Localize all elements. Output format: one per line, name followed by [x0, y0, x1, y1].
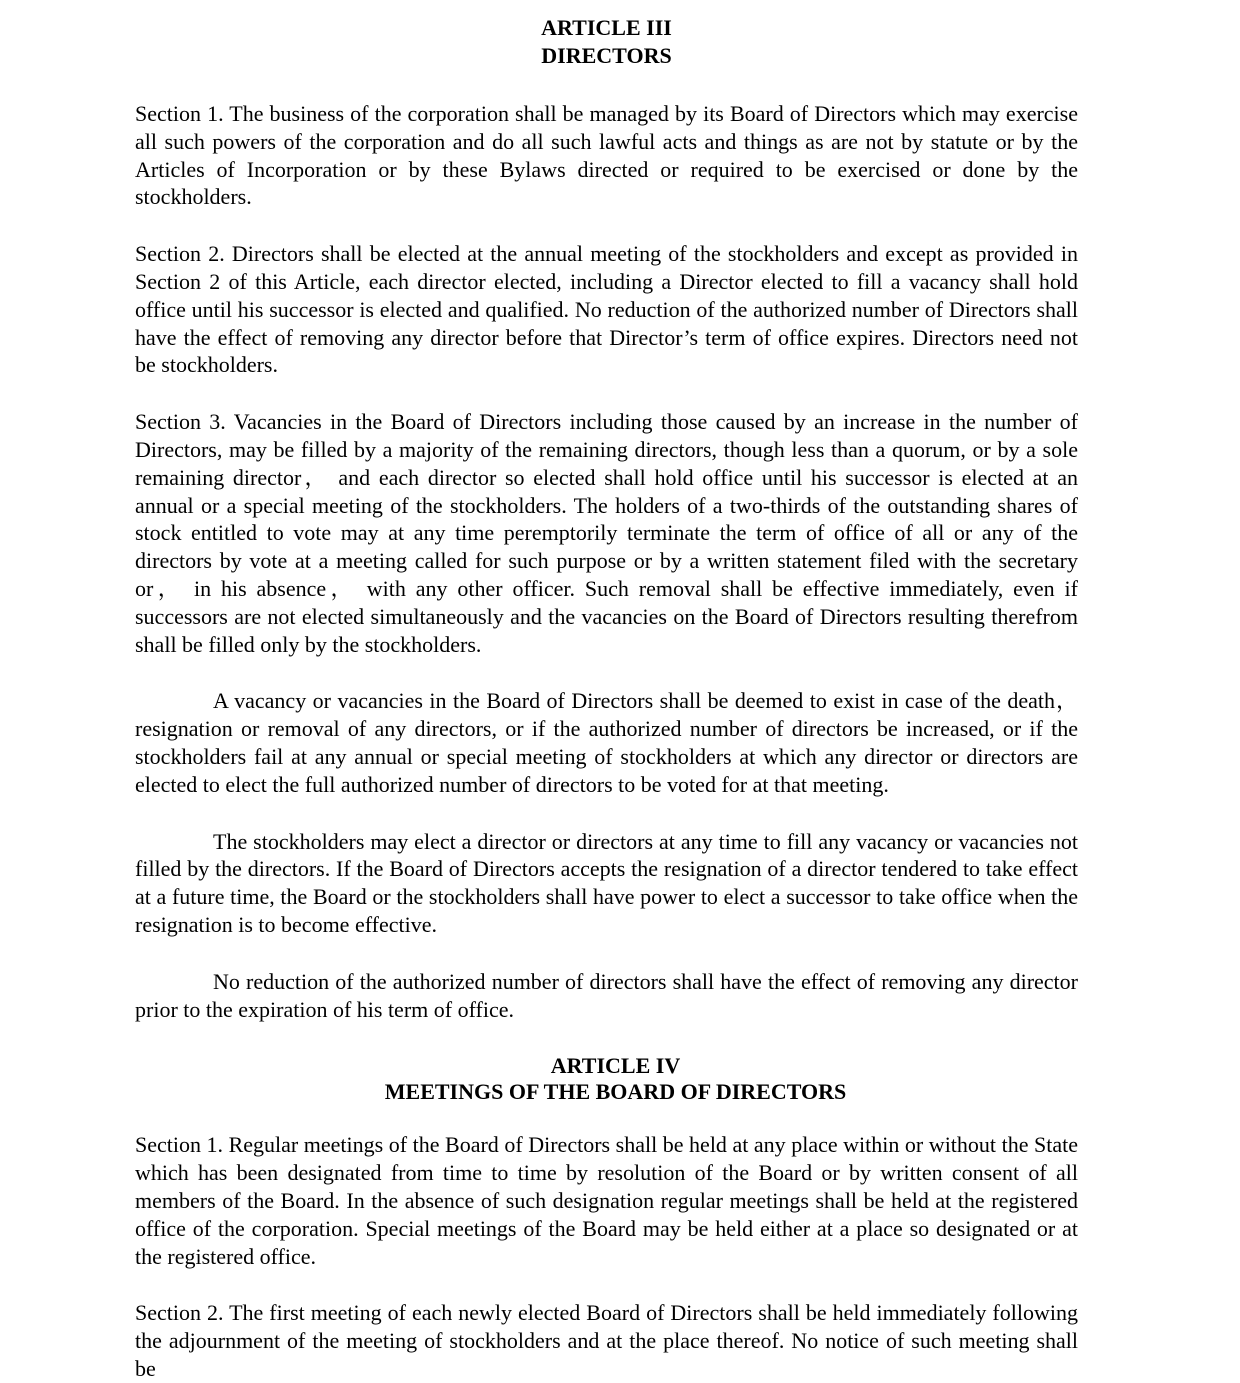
article-4-title: ARTICLE IV — [550, 1053, 681, 1079]
article-3-vacancy-paragraph: A vacancy or vacancies in the Board of Directors shall be deemed to exist in case of the death， resignation or removal of any directors, or if the authorized number of directors be increased, or if the stockholders fail at any annual or special meeting of stockholders at which any director or directors are elected to elect the full authorized number of directors to be voted for at that meeting. — [135, 688, 1078, 797]
article-3-heading — [135, 14, 1078, 70]
article-4-section-1: Section 1. Regular meetings of the Board of Directors shall be held at any place within or without the State which has been designated from time to time by resolution of the Board or by written consent of all members of the Board. In the absence of such designation regular meetings shall be held at the registered office of the corporation. Special meetings of the Board may be held either at a place so designated or at the registered office. — [135, 1132, 1078, 1269]
article-4-section-2: Section 2. The first meeting of each newly elected Board of Directors shall be held immediately following the adjournment of the meeting of stockholders and at the place thereof. No notice of such meeting shall be — [135, 1300, 1078, 1381]
article-3-subtitle: DIRECTORS — [541, 43, 672, 68]
article-3-section-2: Section 2. Directors shall be elected at the annual meeting of the stockholders and except as provided in Section 2 of this Article, each director elected, including a Director elected to fill a vacancy shall hold office until his successor is elected and qualified. No reduction of the authorized number of Directors shall have the effect of removing any director before that Director’s term of office expires. Directors need not be stockholders. — [135, 241, 1078, 378]
article-3-reduction-paragraph: No reduction of the authorized number of directors shall have the effect of removing any director prior to the expiration of his term of office. — [135, 968, 1078, 1022]
article-3-title: ARTICLE III — [541, 15, 672, 40]
document-page — [135, 14, 1078, 1383]
article-3-section-3: Section 3. Vacancies in the Board of Directors including those caused by an increase in the number of Directors, may be filled by a majority of the remaining directors, though less than a quorum, or by a sole remaining director， and each director so elected shall hold office until his successor is elected at an annual or a special meeting of the stockholders. The holders of a two-thirds of the outstanding shares of stock entitled to vote may at any time peremptorily terminate the term of office of all or any of the directors by vote at a meeting called for such purpose or by a written statement filed with the secretary or， in his absence， with any other officer. Such removal shall be effective immediately, even if successors are not elected simultaneously and the vacancies on the Board of Directors resulting therefrom shall be filled only by the stockholders. — [135, 409, 1078, 657]
article-4-heading — [135, 1053, 1078, 1105]
article-4-subtitle: MEETINGS OF THE BOARD OF DIRECTORS — [384, 1079, 847, 1105]
article-3-election-paragraph: The stockholders may elect a director or directors at any time to fill any vacancy or vacancies not filled by the directors. If the Board of Directors accepts the resignation of a director tendered to take effect at a future time, the Board or the stockholders shall have power to elect a successor to take office when the resignation is to become effective. — [135, 828, 1078, 937]
article-3-section-1: Section 1. The business of the corporation shall be managed by its Board of Directors which may exercise all such powers of the corporation and do all such lawful acts and things as are not by statute or by the Articles of Incorporation or by these Bylaws directed or required to be exercised or done by the stockholders. — [135, 101, 1078, 210]
